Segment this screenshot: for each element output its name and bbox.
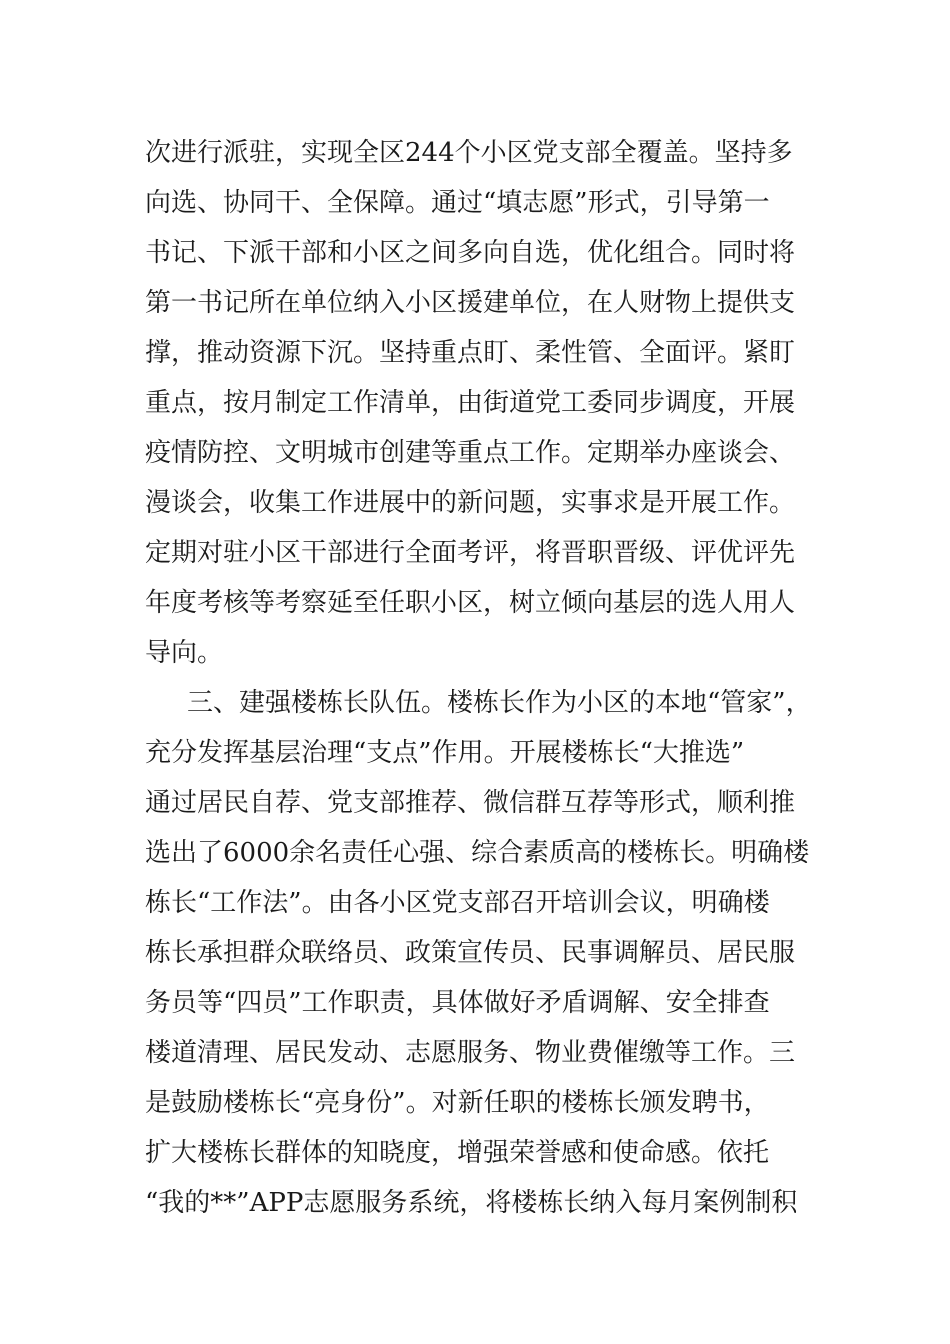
text-line: 扩大楼栋长群体的知晓度，增强荣誉感和使命感。依托 (145, 1138, 770, 1168)
text-line: 书记、下派干部和小区之间多向自选，优化组合。同时将 (145, 238, 796, 268)
text-line: 次进行派驻，实现全区244个小区党支部全覆盖。坚持多 (145, 138, 793, 168)
text-line: 撑，推动资源下沉。坚持重点盯、柔性管、全面评。紧盯 (145, 338, 796, 368)
text-line: 栋长“工作法”。由各小区党支部召开培训会议，明确楼 (145, 888, 770, 918)
text-line: 选出了6000余名责任心强、综合素质高的楼栋长。明确楼 (145, 838, 810, 868)
text-line: 栋长承担群众联络员、政策宣传员、民事调解员、居民服 (145, 938, 796, 968)
text-line: 定期对驻小区干部进行全面考评，将晋职晋级、评优评先 (145, 538, 796, 568)
text-line: 年度考核等考察延至任职小区，树立倾向基层的选人用人 (145, 588, 796, 618)
body-text (145, 128, 815, 1228)
text-line: 务员等“四员”工作职责，具体做好矛盾调解、安全排查 (145, 988, 770, 1018)
text-line: 充分发挥基层治理“支点”作用。开展楼栋长“大推选” (145, 738, 745, 768)
text-line: 向选、协同干、全保障。通过“填志愿”形式，引导第一 (145, 188, 770, 218)
section-heading-line: 三、建强楼栋长队伍。楼栋长作为小区的本地“管家”， (187, 688, 812, 718)
text-line: 漫谈会，收集工作进展中的新问题，实事求是开展工作。 (145, 488, 796, 518)
text-line: 第一书记所在单位纳入小区援建单位，在人财物上提供支 (145, 288, 796, 318)
text-line: 重点，按月制定工作清单，由街道党工委同步调度，开展 (145, 388, 796, 418)
text-line: “我的**”APP志愿服务系统，将楼栋长纳入每月案例制积 (145, 1188, 798, 1218)
text-line: 通过居民自荐、党支部推荐、微信群互荐等形式，顺利推 (145, 788, 796, 818)
text-line: 楼道清理、居民发动、志愿服务、物业费催缴等工作。三 (145, 1038, 796, 1068)
text-line: 疫情防控、文明城市创建等重点工作。定期举办座谈会、 (145, 438, 796, 468)
text-line: 导向。 (145, 638, 224, 668)
text-line: 是鼓励楼栋长“亮身份”。对新任职的楼栋长颁发聘书， (145, 1088, 770, 1118)
